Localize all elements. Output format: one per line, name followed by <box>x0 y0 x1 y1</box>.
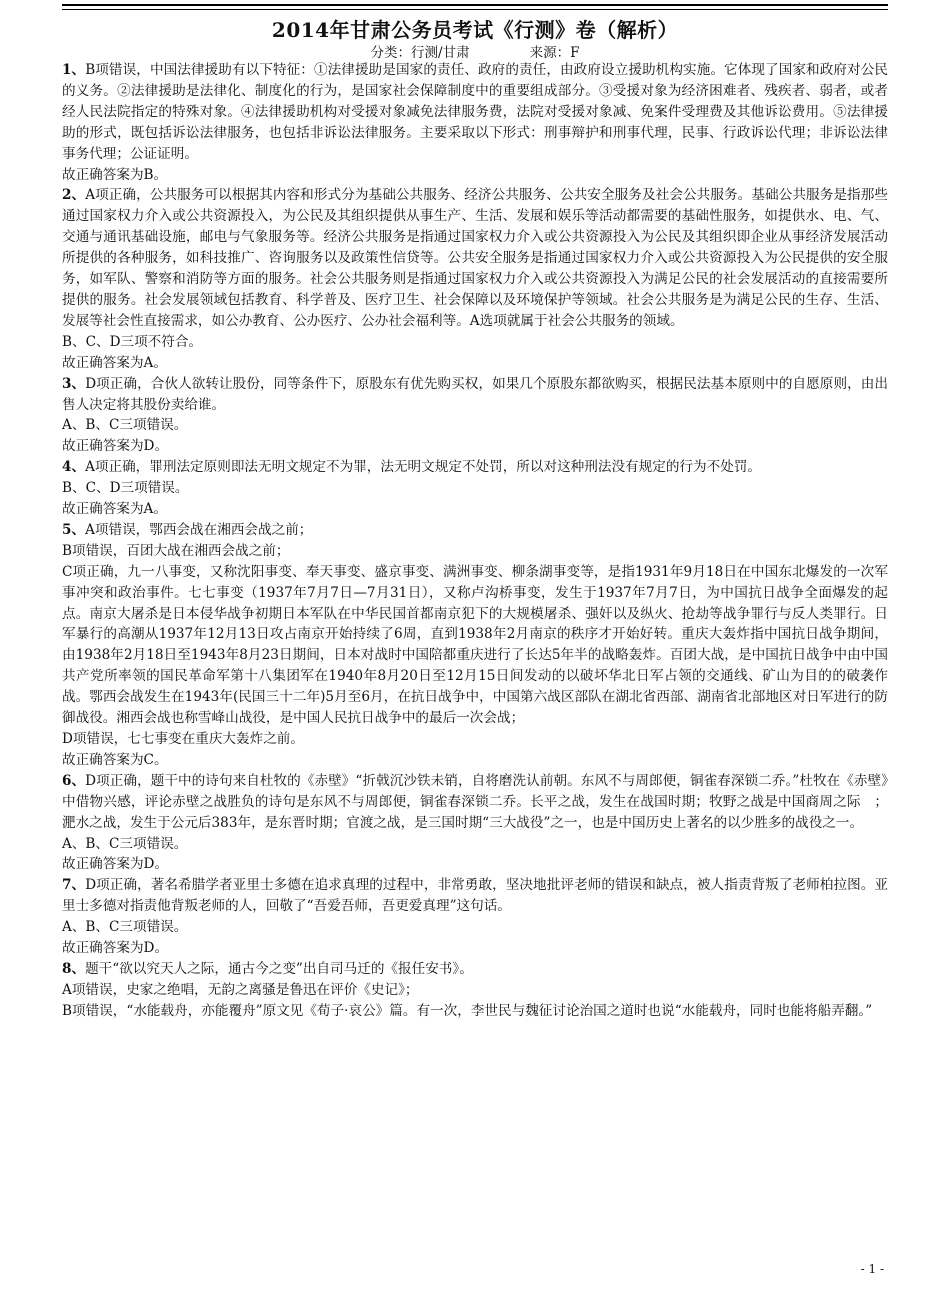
explanation-paragraph <box>62 917 888 938</box>
paragraph-text: D项错误，七七事变在重庆大轰炸之前。 <box>62 731 304 747</box>
explanation-paragraph <box>62 165 888 186</box>
page-title: 2014年甘肃公务员考试《行测》卷（解析） <box>271 18 679 42</box>
paragraph-text: A项错误，鄂西会战在湘西会战之前； <box>85 521 313 538</box>
paragraph-text: A项正确，罪刑法定原则即法无明文规定不为罪，法无明文规定不处罚，所以对这种刑法没有规定的行为不处罚。 <box>85 459 761 476</box>
explanation-paragraph <box>62 562 888 729</box>
header-rule-thin <box>62 9 888 10</box>
paragraph-text: D项正确，合伙人欲转让股份，同等条件下，原股东有优先购买权，如果几个原股东都欲购买，根据民法基本原则中的自愿原则，由出售人决定将其股份卖给谁。 <box>62 375 888 413</box>
page-number: - 1 - <box>860 1262 884 1276</box>
paragraph-text: A、B、C三项错误。 <box>62 835 188 852</box>
explanation-paragraph <box>62 834 888 855</box>
explanation-paragraph <box>62 332 888 353</box>
explanation-paragraph <box>62 980 888 1001</box>
explanation-paragraph <box>62 938 888 959</box>
paragraph-text: 故正确答案为D。 <box>62 438 169 455</box>
paragraph-text: B、C、D三项错误。 <box>62 480 189 497</box>
explanation-paragraph <box>62 185 888 331</box>
question-number: 4、 <box>62 459 86 476</box>
explanation-paragraph <box>62 875 888 917</box>
explanation-paragraph <box>62 750 888 771</box>
paragraph-text: 故正确答案为B。 <box>62 166 168 183</box>
source-label: 来源：F <box>529 45 580 61</box>
explanation-paragraph <box>62 478 888 499</box>
paragraph-text: 故正确答案为C。 <box>62 751 168 768</box>
paragraph-text: A、B、C三项错误。 <box>62 919 188 936</box>
explanation-paragraph <box>62 854 888 875</box>
explanation-paragraph <box>62 415 888 436</box>
paragraph-text: B、C、D三项不符合。 <box>62 333 203 350</box>
paragraph-text: A、B、C三项错误。 <box>62 417 188 434</box>
explanation-paragraph <box>62 729 888 750</box>
paragraph-text: B项错误，中国法律援助有以下特征：①法律援助是国家的责任、政府的责任，由政府设立援助机构实施。它体现了国家和政府对公民的义务。②法律援助是法律化、制度化的行为，是国家社会保障制度中的重要组成部分。③受援对象为经济困难者、残疾者、弱者，或者经人民法院指定的特殊对象。④法律援助机构对受援对象减免法律服务费，法院对受援对象减、免案件受理费及其他诉讼费用。⑤法律援助的形式，既包括诉讼法律服务，也包括非诉讼法律服务。主要采取以下形式：刑事辩护和刑事代理，民事、行政诉讼代理；非诉讼法律事务代理；公证证明。 <box>62 62 888 162</box>
explanation-paragraph <box>62 959 888 980</box>
paragraph-text: D项正确，著名希腊学者亚里士多德在追求真理的过程中，非常勇敢，坚决地批评老师的错误和缺点，被人指责背叛了老师柏拉图。亚里士多德对指责他背叛老师的人，回敬了“吾爱吾师，吾更爱真理”这句话。 <box>62 877 888 915</box>
explanation-paragraph <box>62 374 888 416</box>
explanation-paragraph <box>62 541 888 562</box>
category-label: 分类：行测/甘肃 <box>370 45 470 61</box>
explanation-paragraph <box>62 771 888 834</box>
explanation-paragraph <box>62 60 888 165</box>
question-number: 5、 <box>62 521 86 538</box>
paragraph-text: C项正确，九一八事变，又称沈阳事变、奉天事变、盛京事变、满洲事变、柳条湖事变等，是指1931年9月18日在中国东北爆发的一次军事冲突和政治事件。七七事变（1937年7月7日—7月31日），又称卢沟桥事变，发生于1937年7月7日，为中国抗日战争全面爆发的起点。南京大屠杀是日本侵华战争初期日本军队在中华民国首都南京犯下的大规模屠杀、强奸以及纵火、抢劫等战争罪行与反人类罪行。日军暴行的高潮从1937年12月13日攻占南京开始持续了6周，直到1938年2月南京的秩序才开始好转。重庆大轰炸指中国抗日战争期间，由1938年2月18日至1943年8月23日期间，日本对战时中国陪都重庆进行了长达5年半的战略轰炸。百团大战，是中国抗日战争中由中国共产党所率领的国民革命军第十八集团军在1940年8月20日至12月15日间发动的以破坏华北日军占领的交通线、矿山为目的的破袭作战。鄂西会战发生在1943年(民国三十二年)5月至6月，在抗日战争中，中国第六战区部队在湖北省西部、湖南省北部地区对日军进行的防御战役。湘西会战也称雪峰山战役，是中国人民抗日战争中的最后一次会战； <box>62 563 888 727</box>
meta-line <box>0 41 950 61</box>
paragraph-text: 故正确答案为A。 <box>62 501 167 518</box>
question-number: 3、 <box>62 375 86 392</box>
paragraph-text: 故正确答案为A。 <box>62 354 167 371</box>
paragraph-text: 故正确答案为D。 <box>62 856 169 873</box>
paragraph-text: B项错误，百团大战在湘西会战之前； <box>62 542 290 559</box>
explanation-paragraph <box>62 353 888 374</box>
paragraph-text: 故正确答案为D。 <box>62 940 169 957</box>
explanation-paragraph <box>62 499 888 520</box>
explanation-paragraph <box>62 1001 888 1022</box>
paragraph-text: B项错误，“水能载舟，亦能覆舟”原文见《荀子·哀公》篇。有一次，李世民与魏征讨论治国之道时也说“水能载舟，同时也能将船弄翻。” <box>62 1002 873 1019</box>
question-number: 2、 <box>62 187 86 204</box>
question-number: 6、 <box>62 772 86 789</box>
paragraph-text: 题干“欲以究天人之际，通古今之变”出自司马迁的《报任安书》。 <box>85 960 473 977</box>
question-number: 1、 <box>62 62 86 78</box>
explanation-paragraph <box>62 520 888 541</box>
explanation-paragraph <box>62 436 888 457</box>
header-rule <box>62 4 888 6</box>
paragraph-text: A项错误，史家之绝唱，无韵之离骚是鲁迅在评价《史记》； <box>62 981 419 998</box>
paragraph-text: A项正确，公共服务可以根据其内容和形式分为基础公共服务、经济公共服务、公共安全服务及社会公共服务。基础公共服务是指那些通过国家权力介入或公共资源投入，为公民及其组织提供从事生产、生活、发展和娱乐等活动都需要的基础性服务，如提供水、电、气、交通与通讯基础设施，邮电与气象服务等。经济公共服务是指通过国家权力介入或公共资源投入为公民及其组织即企业从事经济发展活动所提供的各种服务，如科技推广、咨询服务以及政策性信贷等。公共安全服务是指通过国家权力介入或公共资源投入为公民提供的安全服务，如军队、警察和消防等方面的服务。社会公共服务则是指通过国家权力介入或公共资源投入为满足公民的社会发展活动的直接需要所提供的服务。社会发展领域包括教育、科学普及、医疗卫生、社会保障以及环境保护等领域。社会公共服务是为满足公民的生存、生活、发展等社会性直接需求，如公办教育、公办医疗、公办社会福利等。A选项就属于社会公共服务的领域。 <box>62 187 888 329</box>
paragraph-text: D项正确，题干中的诗句来自杜牧的《赤壁》“折戟沉沙铁未销，自将磨洗认前朝。东风不与周郎便，铜雀春深锁二乔。”杜牧在《赤壁》中借物兴感，评论赤壁之战胜负的诗句是东风不与周郎便，铜雀春深锁二乔。长平之战，发生在战国时期；牧野之战是中国商周之际 ；淝水之战，发生于公元后383年，是东晋时期；官渡之战，是三国时期“三大战役”之一，也是中国历史上著名的以少胜多的战役之一。 <box>62 772 888 831</box>
explanation-paragraph <box>62 457 888 478</box>
question-number: 8、 <box>62 960 86 977</box>
question-number: 7、 <box>62 877 86 894</box>
answer-explanations <box>62 60 888 1022</box>
